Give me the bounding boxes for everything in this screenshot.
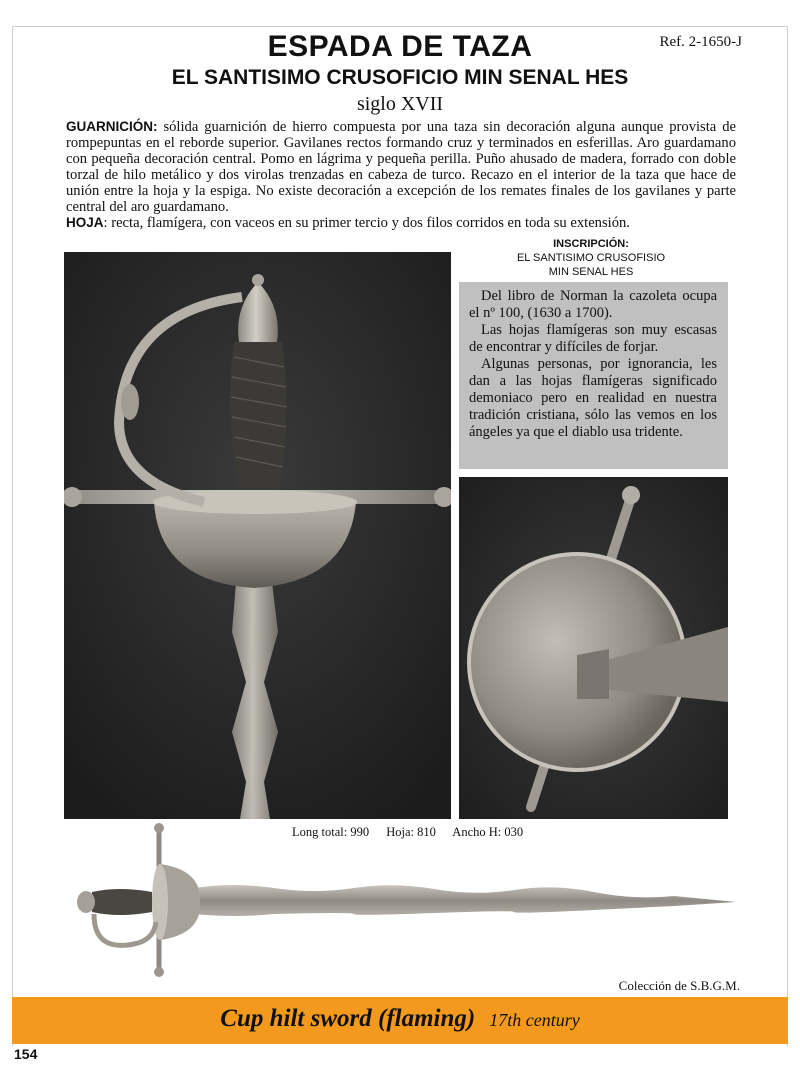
full-sword-photo <box>64 822 744 982</box>
note-box <box>459 282 728 469</box>
note-paragraph-3: Algunas personas, por ignorancia, les dan a las hojas flamígeras significado demoniaco pero en realidad en nuestra tradición cristiana, sólo las vemos en los ángeles ya que el diablo usa tridente. <box>469 356 717 440</box>
page-subtitle: EL SANTISIMO CRUSOFICIO MIN SENAL HES <box>171 66 629 89</box>
hilt-detail-photo <box>64 252 451 819</box>
measure-ancho: Ancho H: 030 <box>452 825 524 839</box>
english-title-banner <box>12 997 788 1044</box>
inscription-line-2: MIN SENAL HES <box>548 266 634 278</box>
guarnicion-label: GUARNICIÓN: <box>66 119 158 134</box>
guarnicion-text: sólida guarnición de hierro compuesta por una taza sin decoración alguna aunque provista de rompepuntas en el reborde superior. Gavilanes rectos formando cruz y terminados en esferillas. Aro guardamano con pequeña decoración central. Pomo en lágrima y pequeña perilla. Puño ahusado de madera, forrado con doble torzal de hilo metálico y dos virolas trenzadas en cabeza de turco. Recazo en el interior de la taza que hace de unión entre la hoja y la espiga. No existe decoración a excepción de los remates finales de los gavilanes y parte central del aro guardamano. <box>66 119 736 215</box>
measure-long-total: Long total: 990 <box>292 825 370 839</box>
hoja-label: HOJA <box>66 215 104 230</box>
description <box>66 119 736 231</box>
reference-code: Ref. 2-1650-J <box>659 34 742 50</box>
hoja-text: : recta, flamígera, con vaceos en su primer tercio y dos filos corridos en toda su extensión. <box>103 215 630 231</box>
english-title: Cup hilt sword (flaming) <box>220 1005 476 1032</box>
page-number: 154 <box>14 1046 38 1062</box>
english-century: 17th century <box>489 1010 580 1030</box>
century-label: siglo XVII <box>356 93 444 115</box>
note-paragraph-1: Del libro de Norman la cazoleta ocupa el nº 100, (1630 a 1700). <box>469 288 717 321</box>
cup-underside-photo <box>459 477 728 819</box>
note-paragraph-2: Las hojas flamígeras son muy escasas de encontrar y difíciles de forjar. <box>469 322 717 355</box>
inscription-line-1: EL SANTISIMO CRUSOFISIO <box>516 252 666 264</box>
measure-hoja: Hoja: 810 <box>386 825 436 839</box>
inscription <box>470 237 712 279</box>
page-title: ESPADA DE TAZA <box>267 30 533 63</box>
collection-credit: Colección de S.B.G.M. <box>618 978 740 993</box>
inscription-heading: INSCRIPCIÓN: <box>553 238 629 250</box>
